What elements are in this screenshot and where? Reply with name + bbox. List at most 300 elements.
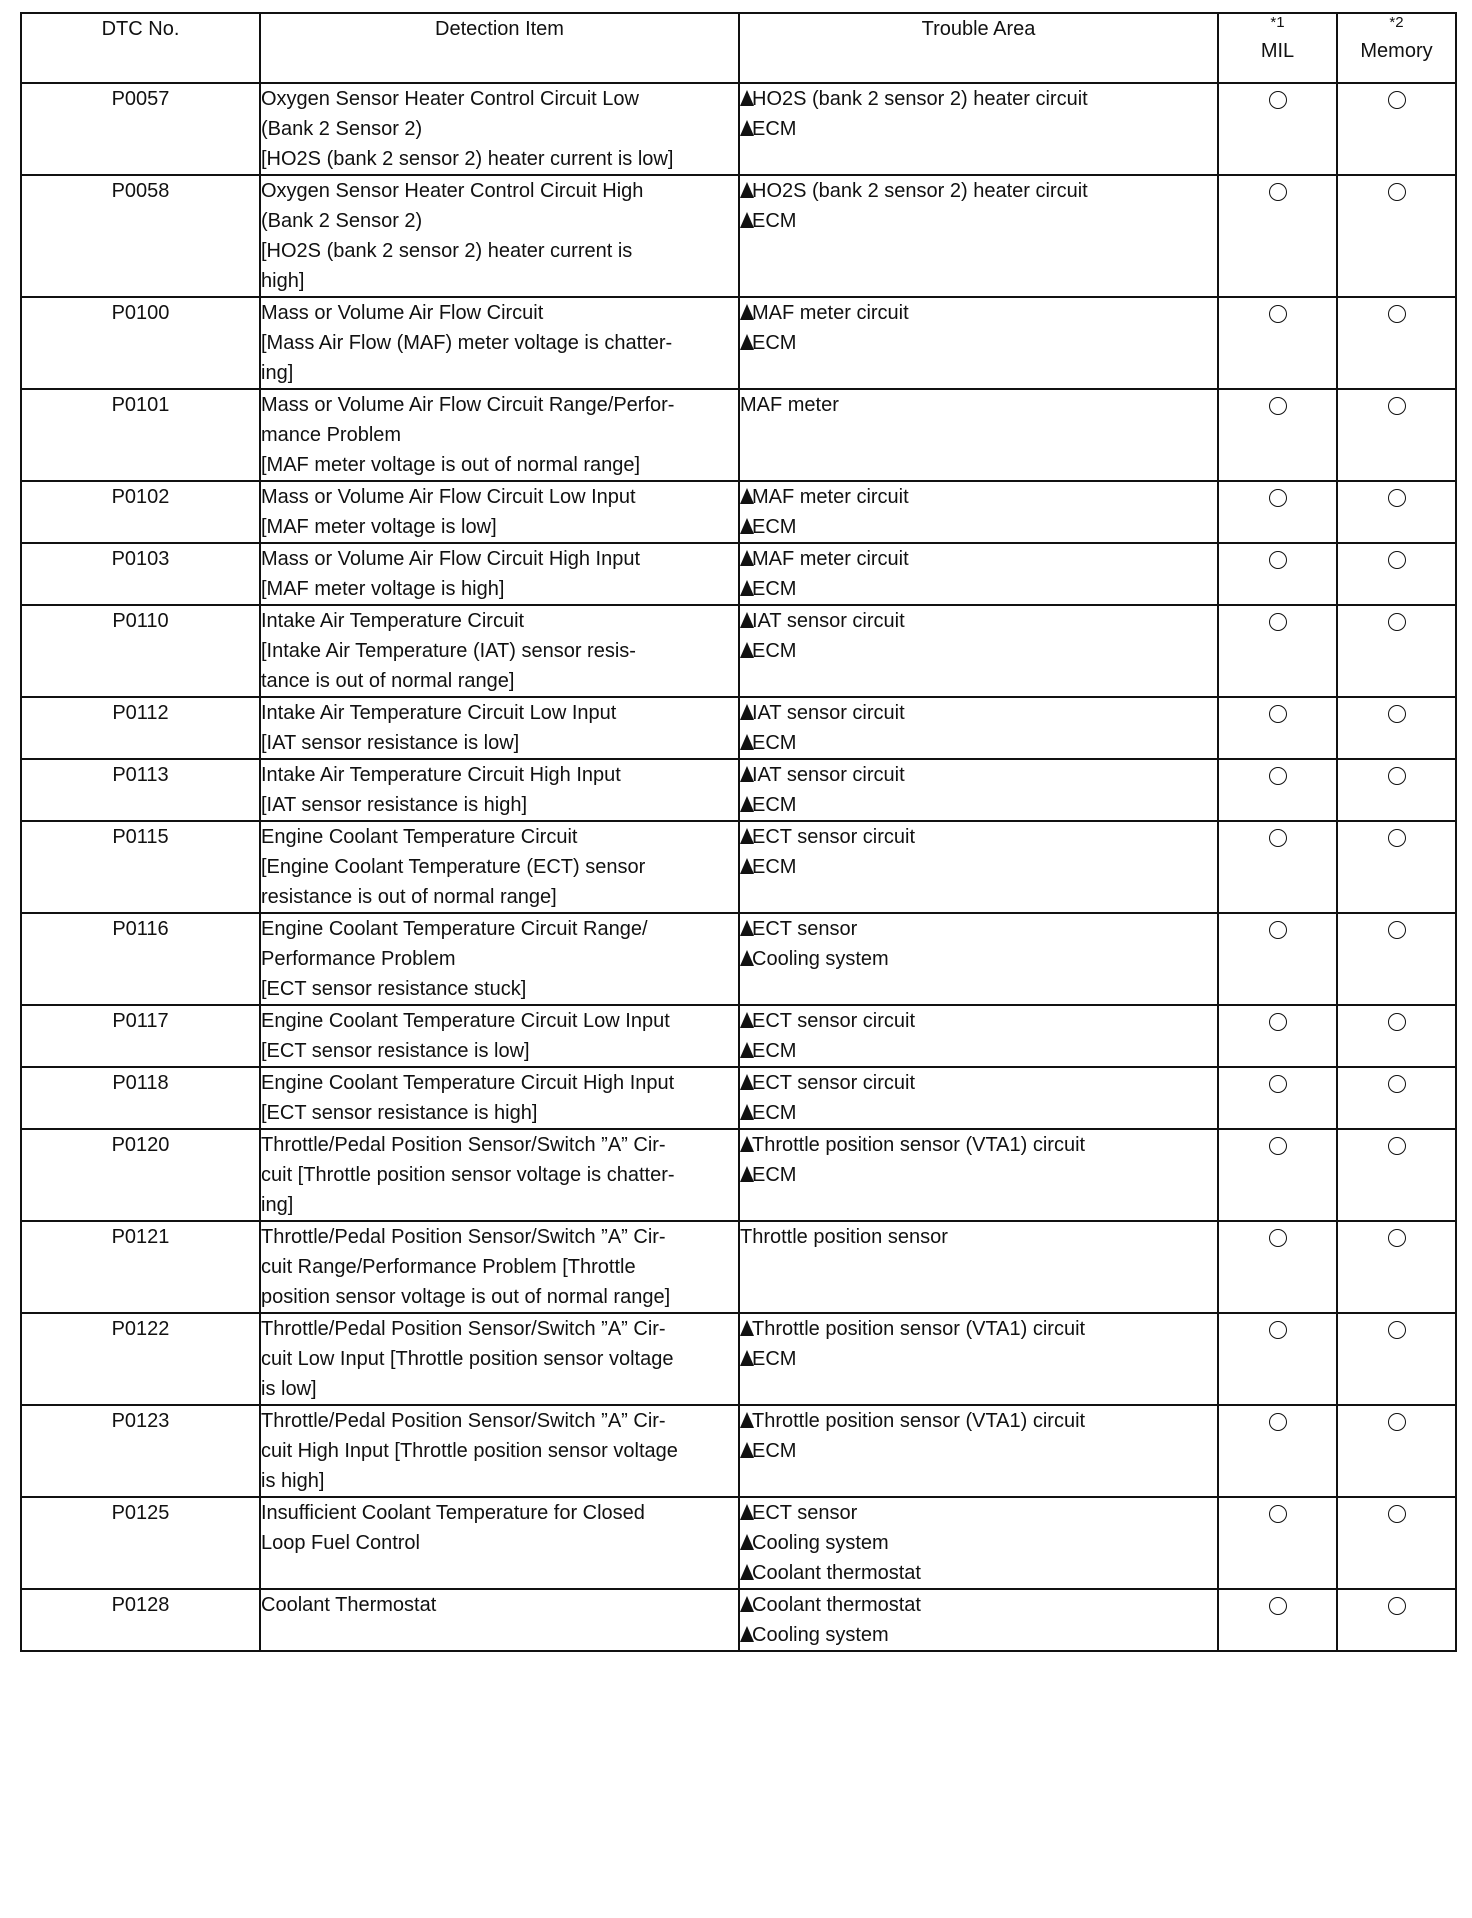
trouble-area-cell: [739, 913, 1218, 1005]
trouble-area-text: ECM: [752, 578, 797, 600]
detection-item-cell: [260, 175, 739, 297]
table-row: [21, 389, 1456, 481]
detection-line: cuit High Input [Throttle position sensor voltage: [261, 1440, 678, 1462]
dtc-code-cell: [21, 759, 260, 821]
dtc-code: P0120: [111, 1134, 170, 1156]
detection-line: [HO2S (bank 2 sensor 2) heater current is: [261, 240, 633, 262]
trouble-area-item: [740, 1314, 1217, 1344]
mil-circle-icon: [1269, 91, 1287, 109]
trouble-area-text: ECM: [752, 1164, 797, 1186]
mil-cell: [1218, 1129, 1337, 1221]
detection-line: Engine Coolant Temperature Circuit High Input: [261, 1072, 675, 1094]
dtc-code: P0057: [111, 88, 170, 110]
detection-line: [HO2S (bank 2 sensor 2) heater current is low]: [261, 148, 674, 170]
dtc-code: P0117: [112, 1010, 169, 1032]
mil-circle-icon: [1269, 921, 1287, 939]
table-row: [21, 1497, 1456, 1589]
trouble-area-cell: [739, 1497, 1218, 1589]
trouble-area-item: [740, 84, 1217, 114]
trouble-area-item: [740, 698, 1217, 728]
trouble-area-item: [740, 390, 1217, 420]
trouble-area-item: [740, 1068, 1217, 1098]
mil-circle-icon: [1269, 829, 1287, 847]
dtc-code-cell: [21, 543, 260, 605]
dtc-code: P0058: [111, 180, 170, 202]
trouble-area-text: Cooling system: [752, 1532, 889, 1554]
detection-line: [MAF meter voltage is high]: [261, 578, 505, 600]
dtc-code-cell: [21, 1221, 260, 1313]
memory-cell: [1337, 1497, 1456, 1589]
trouble-area-cell: [739, 821, 1218, 913]
dtc-code-cell: [21, 605, 260, 697]
detection-line: [MAF meter voltage is low]: [261, 516, 497, 538]
trouble-area-cell: [739, 1589, 1218, 1651]
mil-cell: [1218, 389, 1337, 481]
dtc-table: [20, 12, 1457, 1652]
detection-line: Insufficient Coolant Temperature for Closed: [261, 1502, 645, 1524]
memory-circle-icon: [1388, 829, 1406, 847]
dtc-code-cell: [21, 1405, 260, 1497]
header-memory: [1337, 13, 1456, 83]
mil-circle-icon: [1269, 1597, 1287, 1615]
detection-line: [MAF meter voltage is out of normal range]: [261, 454, 641, 476]
trouble-area-item: [740, 1436, 1217, 1466]
mil-cell: [1218, 297, 1337, 389]
dtc-code: P0125: [111, 1502, 170, 1524]
mil-circle-icon: [1269, 1413, 1287, 1431]
table-row: [21, 1589, 1456, 1651]
detection-line: is low]: [261, 1378, 317, 1400]
mil-circle-icon: [1269, 1321, 1287, 1339]
table-row: [21, 543, 1456, 605]
mil-cell: [1218, 543, 1337, 605]
dtc-code: P0121: [111, 1226, 170, 1248]
trouble-area-item: [740, 790, 1217, 820]
trouble-area-text: Throttle position sensor (VTA1) circuit: [752, 1134, 1086, 1156]
mil-cell: [1218, 1221, 1337, 1313]
detection-line: Mass or Volume Air Flow Circuit Range/Perfor-: [261, 394, 675, 416]
detection-item-cell: [260, 1497, 739, 1589]
dtc-code: P0118: [112, 1072, 169, 1094]
mil-cell: [1218, 913, 1337, 1005]
dtc-code: P0115: [112, 826, 169, 848]
trouble-area-item: [740, 1590, 1217, 1620]
detection-item-cell: [260, 1129, 739, 1221]
memory-cell: [1337, 175, 1456, 297]
trouble-area-item: [740, 1498, 1217, 1528]
trouble-area-text: ECT sensor circuit: [752, 826, 916, 848]
trouble-area-text: MAF meter circuit: [752, 486, 909, 508]
trouble-area-item: [740, 1222, 1217, 1252]
table-row: [21, 1129, 1456, 1221]
dtc-code: P0110: [112, 610, 169, 632]
memory-cell: [1337, 297, 1456, 389]
mil-circle-icon: [1269, 1075, 1287, 1093]
mil-cell: [1218, 1313, 1337, 1405]
mil-cell: [1218, 175, 1337, 297]
mil-cell: [1218, 697, 1337, 759]
detection-line: [ECT sensor resistance is high]: [261, 1102, 538, 1124]
detection-line: Performance Problem: [261, 948, 456, 970]
memory-cell: [1337, 83, 1456, 175]
trouble-area-cell: [739, 605, 1218, 697]
trouble-area-item: [740, 760, 1217, 790]
detection-item-cell: [260, 1589, 739, 1651]
dtc-code-cell: [21, 1067, 260, 1129]
mil-cell: [1218, 605, 1337, 697]
dtc-code: P0123: [111, 1410, 170, 1432]
detection-line: Mass or Volume Air Flow Circuit: [261, 302, 544, 324]
trouble-area-item: [740, 1098, 1217, 1128]
trouble-area-item: [740, 206, 1217, 236]
memory-circle-icon: [1388, 1075, 1406, 1093]
mil-circle-icon: [1269, 767, 1287, 785]
trouble-area-item: [740, 114, 1217, 144]
mil-circle-icon: [1269, 613, 1287, 631]
memory-cell: [1337, 543, 1456, 605]
trouble-area-text: ECM: [752, 1102, 797, 1124]
mil-circle-icon: [1269, 397, 1287, 415]
trouble-area-text: Throttle position sensor (VTA1) circuit: [752, 1318, 1086, 1340]
detection-line: Loop Fuel Control: [261, 1532, 420, 1554]
trouble-area-cell: [739, 1129, 1218, 1221]
trouble-area-cell: [739, 481, 1218, 543]
detection-line: [ECT sensor resistance is low]: [261, 1040, 530, 1062]
memory-circle-icon: [1388, 183, 1406, 201]
memory-circle-icon: [1388, 1013, 1406, 1031]
trouble-area-text: ECT sensor: [752, 1502, 858, 1524]
dtc-code: P0113: [112, 764, 169, 786]
trouble-area-text: ECM: [752, 1440, 797, 1462]
dtc-code: P0122: [111, 1318, 170, 1340]
dtc-code-cell: [21, 1313, 260, 1405]
detection-line: is high]: [261, 1470, 325, 1492]
dtc-code-cell: [21, 1497, 260, 1589]
trouble-area-text: ECT sensor: [752, 918, 858, 940]
trouble-area-text: ECM: [752, 794, 797, 816]
table-row: [21, 697, 1456, 759]
detection-line: Mass or Volume Air Flow Circuit Low Input: [261, 486, 636, 508]
memory-label: Memory: [1360, 40, 1433, 62]
mil-label: MIL: [1260, 40, 1295, 62]
trouble-area-text: MAF meter circuit: [752, 302, 909, 324]
detection-line: (Bank 2 Sensor 2): [261, 118, 423, 140]
mil-cell: [1218, 759, 1337, 821]
detection-line: [IAT sensor resistance is high]: [261, 794, 528, 816]
detection-line: Throttle/Pedal Position Sensor/Switch ”A” Cir-: [261, 1410, 666, 1432]
trouble-area-text: ECM: [752, 332, 797, 354]
memory-footnote-marker: *2: [1389, 14, 1404, 31]
detection-line: cuit Low Input [Throttle position sensor voltage: [261, 1348, 674, 1370]
trouble-area-item: [740, 1558, 1217, 1588]
trouble-area-text: MAF meter: [740, 394, 839, 416]
memory-circle-icon: [1388, 91, 1406, 109]
trouble-area-item: [740, 944, 1217, 974]
memory-circle-icon: [1388, 1137, 1406, 1155]
trouble-area-cell: [739, 1067, 1218, 1129]
table-row: [21, 481, 1456, 543]
trouble-area-text: ECT sensor circuit: [752, 1010, 916, 1032]
table-row: [21, 1005, 1456, 1067]
detection-item-cell: [260, 1405, 739, 1497]
detection-line: Engine Coolant Temperature Circuit Low Input: [261, 1010, 670, 1032]
mil-cell: [1218, 821, 1337, 913]
detection-item-cell: [260, 821, 739, 913]
trouble-area-text: ECM: [752, 640, 797, 662]
trouble-area-text: ECM: [752, 1040, 797, 1062]
memory-circle-icon: [1388, 305, 1406, 323]
memory-cell: [1337, 605, 1456, 697]
trouble-area-text: Coolant thermostat: [752, 1594, 921, 1616]
memory-circle-icon: [1388, 705, 1406, 723]
detection-item-cell: [260, 1067, 739, 1129]
table-row: [21, 1405, 1456, 1497]
trouble-area-text: Coolant thermostat: [752, 1562, 921, 1584]
detection-item-cell: [260, 913, 739, 1005]
trouble-area-item: [740, 544, 1217, 574]
detection-item-cell: [260, 543, 739, 605]
header-dtc-no: DTC No.: [21, 13, 260, 83]
dtc-code-cell: [21, 175, 260, 297]
trouble-area-text: Cooling system: [752, 948, 889, 970]
trouble-area-cell: [739, 389, 1218, 481]
trouble-area-item: [740, 1620, 1217, 1650]
detection-item-cell: [260, 481, 739, 543]
header-mil: [1218, 13, 1337, 83]
detection-line: Intake Air Temperature Circuit: [261, 610, 525, 632]
dtc-code-cell: [21, 1589, 260, 1651]
header-detection-item: Detection Item: [260, 13, 739, 83]
memory-cell: [1337, 1313, 1456, 1405]
table-row: [21, 297, 1456, 389]
trouble-area-text: Cooling system: [752, 1624, 889, 1646]
mil-cell: [1218, 1497, 1337, 1589]
table-row: [21, 175, 1456, 297]
detection-item-cell: [260, 1221, 739, 1313]
mil-circle-icon: [1269, 1137, 1287, 1155]
memory-circle-icon: [1388, 1413, 1406, 1431]
detection-line: Intake Air Temperature Circuit High Input: [261, 764, 621, 786]
table-row: [21, 1221, 1456, 1313]
trouble-area-text: ECM: [752, 732, 797, 754]
memory-circle-icon: [1388, 397, 1406, 415]
memory-cell: [1337, 913, 1456, 1005]
trouble-area-cell: [739, 759, 1218, 821]
memory-circle-icon: [1388, 921, 1406, 939]
dtc-code: P0116: [112, 918, 169, 940]
memory-circle-icon: [1388, 613, 1406, 631]
memory-circle-icon: [1388, 1505, 1406, 1523]
trouble-area-text: Throttle position sensor: [740, 1226, 948, 1248]
detection-item-cell: [260, 83, 739, 175]
trouble-area-item: [740, 1036, 1217, 1066]
memory-circle-icon: [1388, 1229, 1406, 1247]
detection-item-cell: [260, 605, 739, 697]
memory-cell: [1337, 481, 1456, 543]
detection-item-cell: [260, 297, 739, 389]
trouble-area-cell: [739, 1005, 1218, 1067]
trouble-area-text: ECM: [752, 516, 797, 538]
table-body: [21, 83, 1456, 1651]
memory-circle-icon: [1388, 1597, 1406, 1615]
detection-line: ing]: [261, 1194, 294, 1216]
trouble-area-text: Throttle position sensor (VTA1) circuit: [752, 1410, 1086, 1432]
memory-cell: [1337, 1129, 1456, 1221]
dtc-code-cell: [21, 821, 260, 913]
detection-line: Mass or Volume Air Flow Circuit High Input: [261, 548, 641, 570]
detection-line: position sensor voltage is out of normal range]: [261, 1286, 671, 1308]
memory-cell: [1337, 1067, 1456, 1129]
trouble-area-cell: [739, 1405, 1218, 1497]
detection-item-cell: [260, 697, 739, 759]
trouble-area-item: [740, 606, 1217, 636]
trouble-area-cell: [739, 543, 1218, 605]
mil-cell: [1218, 1405, 1337, 1497]
dtc-code-cell: [21, 481, 260, 543]
trouble-area-item: [740, 1528, 1217, 1558]
dtc-code: P0128: [111, 1594, 170, 1616]
table-row: [21, 1067, 1456, 1129]
mil-circle-icon: [1269, 1229, 1287, 1247]
detection-line: Throttle/Pedal Position Sensor/Switch ”A” Cir-: [261, 1134, 666, 1156]
mil-cell: [1218, 1005, 1337, 1067]
mil-circle-icon: [1269, 1505, 1287, 1523]
trouble-area-item: [740, 1344, 1217, 1374]
dtc-code-cell: [21, 83, 260, 175]
trouble-area-item: [740, 512, 1217, 542]
trouble-area-text: HO2S (bank 2 sensor 2) heater circuit: [752, 180, 1088, 202]
detection-line: Engine Coolant Temperature Circuit: [261, 826, 578, 848]
mil-circle-icon: [1269, 551, 1287, 569]
detection-line: tance is out of normal range]: [261, 670, 515, 692]
mil-cell: [1218, 1589, 1337, 1651]
trouble-area-item: [740, 1006, 1217, 1036]
memory-cell: [1337, 389, 1456, 481]
detection-item-cell: [260, 389, 739, 481]
detection-line: resistance is out of normal range]: [261, 886, 557, 908]
dtc-code-cell: [21, 1129, 260, 1221]
detection-item-cell: [260, 1005, 739, 1067]
mil-circle-icon: [1269, 183, 1287, 201]
detection-line: Oxygen Sensor Heater Control Circuit Low: [261, 88, 639, 110]
dtc-code: P0102: [111, 486, 170, 508]
trouble-area-item: [740, 1160, 1217, 1190]
trouble-area-text: IAT sensor circuit: [752, 764, 905, 786]
trouble-area-item: [740, 328, 1217, 358]
dtc-code-cell: [21, 297, 260, 389]
trouble-area-item: [740, 1406, 1217, 1436]
dtc-code-cell: [21, 1005, 260, 1067]
table-header-row: [21, 13, 1456, 83]
trouble-area-text: HO2S (bank 2 sensor 2) heater circuit: [752, 88, 1088, 110]
table-row: [21, 759, 1456, 821]
trouble-area-text: ECM: [752, 856, 797, 878]
memory-circle-icon: [1388, 551, 1406, 569]
memory-cell: [1337, 1005, 1456, 1067]
mil-circle-icon: [1269, 705, 1287, 723]
trouble-area-cell: [739, 1221, 1218, 1313]
trouble-area-cell: [739, 175, 1218, 297]
trouble-area-item: [740, 822, 1217, 852]
mil-footnote-marker: *1: [1270, 14, 1285, 31]
trouble-area-item: [740, 728, 1217, 758]
detection-line: [Engine Coolant Temperature (ECT) sensor: [261, 856, 646, 878]
detection-line: Engine Coolant Temperature Circuit Range/: [261, 918, 648, 940]
detection-line: [IAT sensor resistance is low]: [261, 732, 520, 754]
detection-line: mance Problem: [261, 424, 402, 446]
table-row: [21, 83, 1456, 175]
dtc-code-cell: [21, 913, 260, 1005]
mil-circle-icon: [1269, 305, 1287, 323]
trouble-area-text: ECM: [752, 1348, 797, 1370]
dtc-code-cell: [21, 697, 260, 759]
detection-line: Oxygen Sensor Heater Control Circuit High: [261, 180, 644, 202]
dtc-code: P0103: [111, 548, 170, 570]
dtc-code: P0100: [111, 302, 170, 324]
mil-cell: [1218, 83, 1337, 175]
trouble-area-item: [740, 636, 1217, 666]
detection-line: cuit [Throttle position sensor voltage is chatter-: [261, 1164, 675, 1186]
detection-line: [ECT sensor resistance stuck]: [261, 978, 527, 1000]
memory-circle-icon: [1388, 767, 1406, 785]
memory-cell: [1337, 1221, 1456, 1313]
memory-cell: [1337, 1405, 1456, 1497]
detection-line: Throttle/Pedal Position Sensor/Switch ”A” Cir-: [261, 1318, 666, 1340]
trouble-area-item: [740, 914, 1217, 944]
dtc-code: P0112: [112, 702, 169, 724]
detection-item-cell: [260, 1313, 739, 1405]
detection-line: cuit Range/Performance Problem [Throttle: [261, 1256, 636, 1278]
mil-cell: [1218, 1067, 1337, 1129]
table-row: [21, 605, 1456, 697]
trouble-area-text: IAT sensor circuit: [752, 610, 905, 632]
memory-circle-icon: [1388, 489, 1406, 507]
detection-line: Intake Air Temperature Circuit Low Input: [261, 702, 617, 724]
detection-line: (Bank 2 Sensor 2): [261, 210, 423, 232]
trouble-area-item: [740, 176, 1217, 206]
trouble-area-cell: [739, 697, 1218, 759]
memory-cell: [1337, 697, 1456, 759]
trouble-area-item: [740, 852, 1217, 882]
detection-line: ing]: [261, 362, 294, 384]
dtc-code-cell: [21, 389, 260, 481]
trouble-area-text: MAF meter circuit: [752, 548, 909, 570]
memory-circle-icon: [1388, 1321, 1406, 1339]
trouble-area-cell: [739, 1313, 1218, 1405]
detection-line: high]: [261, 270, 305, 292]
header-trouble-area: Trouble Area: [739, 13, 1218, 83]
mil-cell: [1218, 481, 1337, 543]
detection-line: [Intake Air Temperature (IAT) sensor resis-: [261, 640, 636, 662]
trouble-area-text: ECT sensor circuit: [752, 1072, 916, 1094]
mil-circle-icon: [1269, 1013, 1287, 1031]
mil-circle-icon: [1269, 489, 1287, 507]
table-row: [21, 821, 1456, 913]
detection-line: [Mass Air Flow (MAF) meter voltage is chatter-: [261, 332, 673, 354]
table-row: [21, 913, 1456, 1005]
trouble-area-item: [740, 1130, 1217, 1160]
detection-line: Throttle/Pedal Position Sensor/Switch ”A” Cir-: [261, 1226, 666, 1248]
trouble-area-text: IAT sensor circuit: [752, 702, 905, 724]
trouble-area-cell: [739, 297, 1218, 389]
trouble-area-item: [740, 482, 1217, 512]
trouble-area-item: [740, 298, 1217, 328]
trouble-area-text: ECM: [752, 210, 797, 232]
detection-line: Coolant Thermostat: [261, 1594, 437, 1616]
trouble-area-cell: [739, 83, 1218, 175]
table-row: [21, 1313, 1456, 1405]
trouble-area-text: ECM: [752, 118, 797, 140]
